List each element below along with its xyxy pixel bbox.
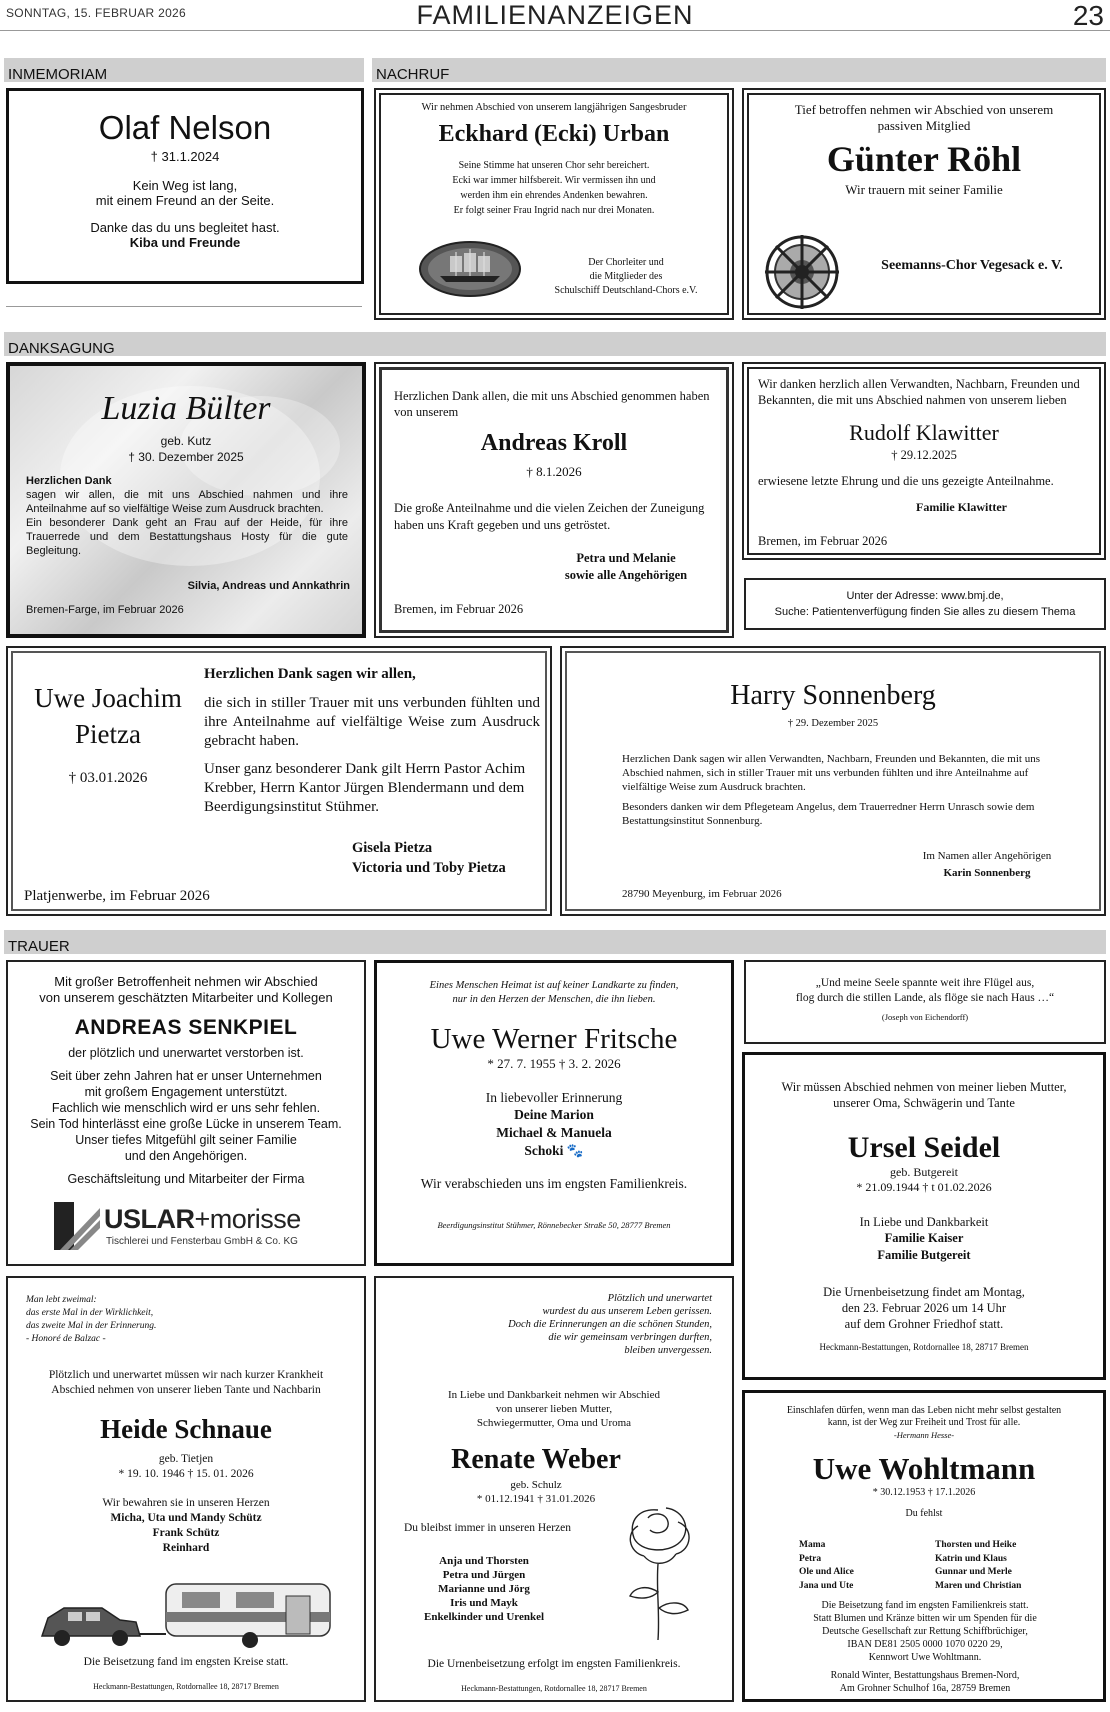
signature-line: sowie alle Angehörigen [564,568,688,582]
signature: Kiba und Freunde [129,235,241,250]
body-line: der plötzlich und unerwartet verstorben ist. [68,1046,304,1060]
maiden-name: geb. Kutz [160,434,212,448]
quote-line: Doch die Erinnerungen an die schönen Stunden, [508,1319,712,1330]
signature-line: Victoria und Toby Pietza [352,860,506,876]
body-line: Kennwort Uwe Wohltmann. [868,1652,982,1663]
logo-text: USLAR [104,1204,195,1234]
funeral-home: Heckmann-Bestattungen, Rotdornallee 18, 28717 Bremen [93,1682,279,1691]
intro-text: In Liebe und Dankbarkeit nehmen wir Abschied [448,1389,660,1401]
deceased-name: Ursel Seidel [847,1131,1001,1164]
thanks-heading: Herzlichen Dank sagen wir allen, [204,666,416,682]
life-dates: * 01.12.1941 † 31.01.2026 [476,1493,596,1505]
relative-name: Gunnar und Merle [935,1567,1012,1577]
body-line: Die Beisetzung fand im engsten Familienkreis statt. [821,1600,1029,1611]
relative-name: Petra [799,1553,822,1564]
logo-subtitle: Tischlerei und Fensterbau GmbH & Co. KG [106,1236,298,1247]
section-nachruf: NACHRUF [372,58,1106,82]
deceased-name: Uwe Werner Fritsche [430,1023,678,1055]
ad-ursel-seidel [742,1052,1106,1380]
farewell-line: Wir verabschieden uns im engsten Familienkreis. [420,1176,688,1191]
header-title: FAMILIENANZEIGEN [416,0,694,30]
signature-line: Familie Kaiser [884,1231,964,1245]
verse-line: mit einem Freund an der Seite. [95,193,275,208]
deceased-name: Renate Weber [451,1444,621,1475]
signature-line: Micha, Uta und Mandy Schütz [110,1512,262,1524]
body-line: Ecki war immer hilfsbereit. Wir vermissen ihn und [452,175,656,186]
signature-line: Deine Marion [514,1107,594,1122]
thanks-line: Danke das du uns begleitet hast. [90,220,280,235]
place-date: Bremen, im Februar 2026 [394,602,524,616]
intro-text: Plötzlich und unerwartet müssen wir nach kurzer Krankheit [48,1369,324,1381]
relatives-left [799,1539,854,1593]
body-line: Statt Blumen und Kränze bitten wir um Spenden für die [813,1613,1037,1624]
logo-text: +morisse [194,1204,301,1234]
thanks-text: Die große Anteilnahme und die vielen Zeichen der Zuneigung haben uns Kraft gegeben und uns getröstet. [394,501,705,532]
burial-line: Die Urnenbeisetzung findet am Montag, [823,1285,1025,1299]
signature-line: Familie Butgereit [877,1248,971,1262]
deceased-name: ANDREAS SENKPIEL [74,1016,298,1039]
quote-line: das zweite Mal in der Erinnerung. [26,1321,157,1331]
place-date: Platjenwerbe, im Februar 2026 [24,888,210,904]
intro-text: Wir müssen Abschied nehmen von meiner lieben Mutter, [781,1080,1067,1094]
section-inmemoriam: INMEMORIAM [4,58,364,82]
deceased-name: Eckhard (Ecki) Urban [438,121,670,147]
quote-line: flog durch die stillen Lande, als flöge sie nach Haus …“ [795,992,1055,1004]
signature: Seemanns-Chor Vegesack e. V. [881,258,1063,273]
intro-text: Herzlichen Dank allen, die mit uns Abschied genommen haben von unserem [394,389,710,419]
rose-icon [608,1492,708,1642]
remembrance-line: Wir bewahren sie in unseren Herzen [102,1497,270,1509]
remembrance-line: Du fehlst [905,1508,943,1519]
quote-line: nur in den Herzen der Menschen, die ihn lieben. [452,994,656,1005]
thanks-text: erwiesene letzte Ehrung und die uns gezeigte Anteilnahme. [758,474,1054,488]
signature-line: Im Namen aller Angehörigen [922,850,1052,862]
place-date: Bremen, im Februar 2026 [758,534,888,548]
thanks-text: Unser ganz besonderer Dank gilt Herrn Pastor Achim Krebber, Herrn Kantor Jürgen Blendermann und dem Beerdigungsinstitut Stühmer. [204,761,526,815]
ad-eckhard-urban [374,88,734,320]
quote-author: -Hermann Hesse- [893,1430,955,1440]
quote-line: bleiben unvergessen. [624,1345,712,1356]
signature-line: Der Chorleiter und [588,257,664,268]
header-divider [0,30,1110,31]
death-date: † 8.1.2026 [526,464,582,479]
body-line: mit großem Engagement unterstützt. [84,1085,288,1099]
signature-line: Reinhard [162,1542,210,1554]
signature-line: Iris und Mayk [450,1597,518,1609]
thanks-text: Besonders danken wir dem Pflegeteam Angelus, dem Trauerredner Herrn Unrasch sowie dem Bestattungsinstitut Sonnenburg. [622,801,1035,827]
section-danksagung: DANKSAGUNG [4,332,1106,356]
body-line: Seine Stimme hat unseren Chor sehr bereichert. [458,160,650,171]
life-dates: * 21.09.1944 † t 01.02.2026 [856,1180,992,1194]
funeral-home: Ronald Winter, Bestattungshaus Bremen-Nord, [830,1670,1020,1681]
ad-renate-weber [374,1276,734,1702]
quote-line: wurdest du aus unserem Leben gerissen. [542,1306,712,1317]
place-date: Bremen-Farge, im Februar 2026 [26,604,184,616]
remembrance-line: Du bleibst immer in unseren Herzen [404,1522,572,1534]
page-number: 23 [1072,0,1104,31]
ad-uwe-wohltmann [742,1390,1106,1702]
death-date: † 03.01.2026 [68,770,148,786]
relative-name: Ole und Alice [799,1567,854,1577]
death-date: † 29. Dezember 2025 [787,718,879,729]
signature-line: Frank Schütz [152,1527,220,1539]
ad-andreas-kroll [374,362,734,638]
signature: Silvia, Andreas und Annkathrin [187,580,350,592]
ad-luzia-buelter [6,362,366,638]
place-date: 28790 Meyenburg, im Februar 2026 [622,888,782,900]
body-line: Fachlich wie menschlich wird er uns sehr fehlen. [51,1101,321,1115]
deceased-name: Rudolf Klawitter [849,420,999,445]
body-line: Seit über zehn Jahren hat er unser Unternehmen [50,1069,322,1083]
quote-line: Eines Menschen Heimat ist auf keiner Landkarte zu finden, [429,980,679,991]
notice-bmj [744,578,1106,630]
car-caravan-illustration-icon [36,1578,336,1658]
remembrance-line: In liebevoller Erinnerung [485,1090,623,1105]
intro-text: unserer Oma, Schwägerin und Tante [833,1096,1015,1110]
burial-line: den 23. Februar 2026 um 14 Uhr [841,1301,1007,1315]
signature-line: Michael & Manuela [496,1125,612,1140]
quote-line: die wir gemeinsam verbringen durften, [548,1332,712,1343]
intro-text: Wir danken herzlich allen Verwandten, Nachbarn, Freunden und Bekannten, die mit uns Abschied nahmen von unserem lieben [758,377,1080,407]
signature-line: Petra und Melanie [576,551,676,565]
thanks-text: die sich in stiller Trauer mit uns verbunden fühlten und ihre Anteilnahme auf vielfältige Weise zum Ausdruck gebracht haben. [204,695,540,749]
thanks-text: sagen wir allen, die mit uns Abschied nahmen und ihre Anteilnahme auf so vielfältige Weise zum Ausdruck brachten. [26,489,348,515]
relative-name: Jana und Ute [799,1580,854,1591]
intro-text: passiven Mitglied [877,118,971,133]
relative-name: Mama [799,1540,826,1550]
quote-author: - Honoré de Balzac - [26,1334,106,1344]
notice-line: Suche: Patientenverfügung finden Sie alles zu diesem Thema [774,606,1076,618]
relatives-right [935,1539,1021,1593]
remembrance-line: In Liebe und Dankbarkeit [859,1215,989,1229]
body-line: Sein Tod hinterlässt eine große Lücke in unserem Team. [30,1117,342,1131]
ad-olaf-nelson [6,88,364,284]
deceased-name: Günter Röhl [826,139,1022,179]
intro-text: Abschied nehmen von unserer lieben Tante und Nachbarin [51,1384,321,1396]
intro-text: von unserem geschätzten Mitarbeiter und Kollegen [39,990,333,1005]
ad-rudolf-klawitter [742,362,1106,560]
signature-line: Schoki [524,1143,564,1158]
verse-line: Kein Weg ist lang, [132,178,238,193]
notice-line: Unter der Adresse: www.bmj.de, [846,590,1004,602]
thanks-text: Ein besonderer Dank geht an Frau auf der Heide, für ihre Trauerrede und dem Bestattungshaus Hosty für die gute Begleitung. [26,517,348,557]
life-dates: * 27. 7. 1955 † 3. 2. 2026 [487,1056,621,1071]
deceased-name: Heide Schnaue [100,1414,272,1444]
relative-name: Katrin und Klaus [935,1553,1007,1564]
funeral-home: Beerdigungsinstitut Stühmer, Rönnebecker Straße 50, 28777 Bremen [437,1220,671,1230]
body-line: Er folgt seiner Frau Ingrid nach nur drei Monaten. [453,205,655,216]
ad-andreas-senkpiel [6,960,366,1266]
thanks-heading: Herzlichen Dank [26,475,112,487]
quote-line: das erste Mal in der Wirklichkeit, [26,1308,154,1318]
ad-uwe-joachim-pietza [6,646,552,916]
death-date: † 29.12.2025 [891,448,957,462]
signature-line: Schulschiff Deutschland-Chors e.V. [554,285,698,296]
deceased-name: Luzia Bülter [101,390,271,427]
quote-line: „Und meine Seele spannte weit ihre Flügel aus, [815,977,1035,989]
relative-name: Thorsten und Heike [935,1540,1017,1550]
body-line: und den Angehörigen. [124,1149,248,1163]
signature-line: Enkelkinder und Urenkel [423,1611,545,1623]
maiden-name: geb. Butgereit [890,1165,958,1179]
company-logo [54,1202,324,1254]
intro-text: von unserer lieben Mutter, [495,1403,613,1415]
life-dates: * 19. 10. 1946 † 15. 01. 2026 [118,1468,254,1480]
body-line: Deutsche Gesellschaft zur Rettung Schiffbrüchiger, [822,1626,1028,1637]
section-trauer: TRAUER [4,930,1106,954]
ship-emblem-icon [418,240,522,298]
death-date: † 31.1.2024 [150,149,220,164]
funeral-home: Heckmann-Bestattungen, Rotdornallee 18, 28717 Bremen [819,1342,1029,1352]
thanks-text: Herzlichen Dank sagen wir allen Verwandten, Nachbarn, Freunden und Bekannten, die mit uns Abschied nahmen, sich in stiller Trauer mit uns verbunden fühlten und ihre Anteilnahme auf vielfältige Weise zum Ausdruck brachten. [622,753,1040,793]
signature-line: Gisela Pietza [352,840,433,856]
ad-uwe-werner-fritsche [374,960,734,1266]
body-line: Unser tiefes Mitgefühl gilt seiner Familie [75,1133,297,1147]
funeral-home: Am Grohner Schulhof 16a, 28759 Bremen [839,1683,1011,1694]
death-date: † 30. Dezember 2025 [128,450,244,464]
ad-heide-schnaue [6,1276,366,1702]
maiden-name: geb. Schulz [510,1479,562,1491]
deceased-name: Andreas Kroll [480,430,628,456]
ad-guenter-roehl [742,88,1106,320]
body-line: werden ihm ein ehrendes Andenken bewahren. [460,190,648,201]
signature-line: Karin Sonnenberg [943,867,1031,879]
burial-line: Die Urnenbeisetzung erfolgt im engsten Familienkreis. [427,1658,681,1670]
life-dates: * 30.12.1953 † 17.1.2026 [872,1487,976,1498]
quote-line: Einschlafen dürfen, wenn man das Leben nicht mehr selbst gestalten [786,1405,1062,1416]
header-date: SONNTAG, 15. FEBRUAR 2026 [6,6,186,20]
deceased-name: Uwe Wohltmann [812,1451,1036,1486]
quote-line: kann, ist der Weg zur Freiheit und Trost für alle. [827,1417,1021,1428]
funeral-home: Heckmann-Bestattungen, Rotdornallee 18, 28717 Bremen [461,1684,647,1693]
signature-line: die Mitglieder des [589,271,663,282]
deceased-name: Harry Sonnenberg [730,680,936,711]
logo-mark-icon [54,1202,102,1252]
deceased-name: Olaf Nelson [98,109,272,146]
iban: IBAN DE81 2505 0000 1070 0220 29, [847,1639,1003,1650]
burial-line: auf dem Grohner Friedhof statt. [844,1317,1004,1331]
intro-text: Wir nehmen Abschied von unserem langjährigen Sangesbruder [421,102,687,113]
signature: Familie Klawitter [916,500,1007,514]
signature-line: Anja und Thorsten [439,1555,529,1567]
quote-line: Man lebt zweimal: [26,1295,97,1305]
intro-text: Schwiegermutter, Oma und Uroma [476,1417,632,1429]
signature-line: Marianne und Jörg [438,1583,530,1595]
paw-icon: 🐾 [566,1143,584,1158]
mourning-line: Wir trauern mit seiner Familie [845,182,1003,197]
signature-line: Petra und Jürgen [442,1569,526,1581]
signature: Geschäftsleitung und Mitarbeiter der Firma [67,1172,305,1186]
intro-text: Mit großer Betroffenheit nehmen wir Abschied [54,974,318,989]
ships-wheel-emblem-icon [764,234,840,310]
deceased-name: Uwe Joachim [34,683,182,713]
ad-eichendorff-quote [744,960,1106,1044]
deceased-name: Pietza [75,719,141,749]
relative-name: Maren und Christian [935,1580,1022,1591]
divider [6,306,362,307]
quote-line: Plötzlich und unerwartet [607,1293,712,1304]
intro-text: Tief betroffen nehmen wir Abschied von unserem [794,102,1054,117]
burial-line: Die Beisetzung fand im engsten Kreise statt. [83,1656,289,1668]
quote-author: (Joseph von Eichendorff) [881,1012,969,1022]
maiden-name: geb. Tietjen [158,1453,214,1465]
ad-harry-sonnenberg [560,646,1106,916]
